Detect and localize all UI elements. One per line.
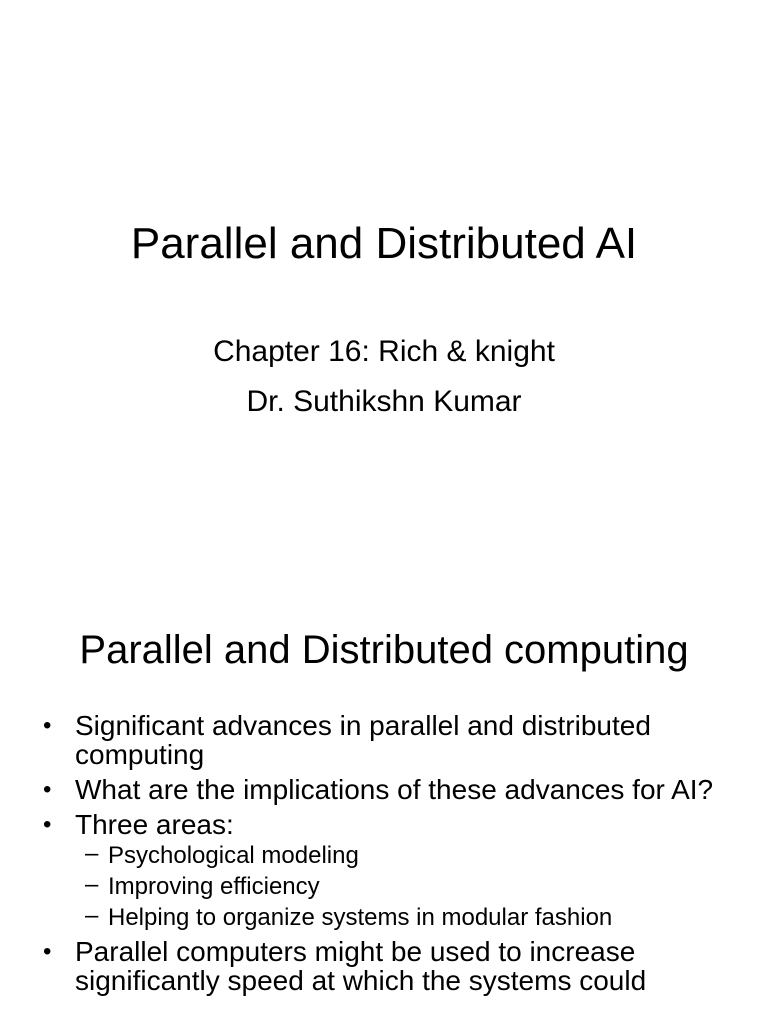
sub-bullet-item <box>75 871 728 900</box>
bullet-text: Three areas: <box>75 809 234 840</box>
sub-bullet-item <box>75 902 728 931</box>
bullet-icon: • <box>43 712 52 739</box>
slide-subtitle-author: Dr. Suthikshn Kumar <box>246 385 522 418</box>
bullet-item <box>0 775 768 804</box>
bullet-icon: • <box>43 938 52 965</box>
dash-icon: – <box>85 840 99 867</box>
slide-title: Parallel and Distributed computing <box>79 628 689 672</box>
slide-subtitle-chapter: Chapter 16: Rich & knight <box>213 335 555 368</box>
bullet-item <box>0 810 768 931</box>
bullet-list <box>0 711 768 1001</box>
dash-icon: – <box>85 902 99 929</box>
sub-bullet-list <box>75 840 728 931</box>
bullet-icon: • <box>43 776 52 803</box>
bullet-text: Parallel computers might be used to increase significantly speed at which the systems could <box>75 936 647 996</box>
sub-bullet-item <box>75 840 728 869</box>
slide-content-page <box>0 576 768 1024</box>
bullet-text: Significant advances in parallel and distributed computing <box>75 710 651 770</box>
bullet-item <box>0 711 768 769</box>
sub-bullet-text: Improving efficiency <box>108 873 320 900</box>
sub-bullet-text: Psychological modeling <box>108 842 359 869</box>
bullet-text: What are the implications of these advances for AI? <box>75 774 714 805</box>
sub-bullet-text: Helping to organize systems in modular fashion <box>108 904 613 931</box>
slide-title: Parallel and Distributed AI <box>130 219 638 268</box>
bullet-icon: • <box>43 811 52 838</box>
bullet-item <box>0 937 768 995</box>
dash-icon: – <box>85 871 99 898</box>
